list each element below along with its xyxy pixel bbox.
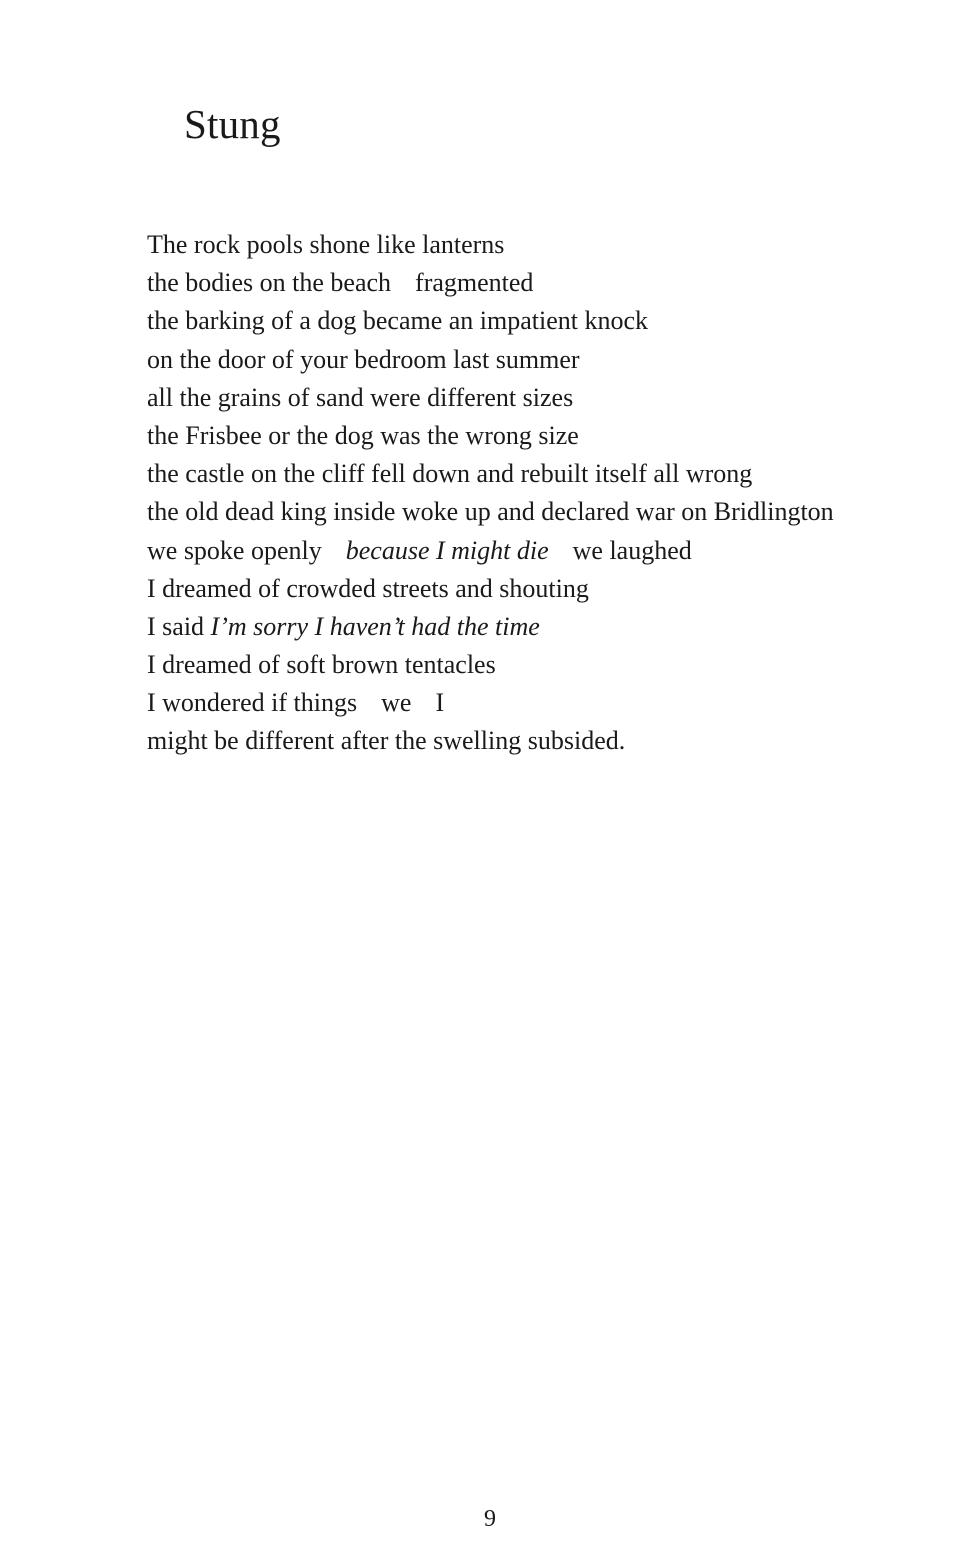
line-text: I said bbox=[147, 611, 205, 641]
line-text: the Frisbee or the dog was the wrong size bbox=[147, 420, 579, 450]
poem-line-6 bbox=[147, 417, 947, 455]
line-text: all the grains of sand were different sizes bbox=[147, 382, 574, 412]
line-text: we laughed bbox=[572, 535, 692, 565]
poem-line-14 bbox=[147, 722, 947, 760]
line-text: we spoke openly bbox=[147, 535, 322, 565]
line-text: I dreamed of soft brown tentacles bbox=[147, 650, 496, 680]
poem-title: Stung bbox=[184, 101, 281, 147]
poem-line-9 bbox=[147, 532, 947, 570]
line-text: on the door of your bedroom last summer bbox=[147, 344, 580, 374]
poem-line-12 bbox=[147, 646, 947, 684]
line-text: we bbox=[381, 688, 412, 718]
line-text: the barking of a dog became an impatient knock bbox=[147, 306, 649, 336]
poem-line-11 bbox=[147, 608, 947, 646]
poem-line-7 bbox=[147, 455, 947, 493]
line-text: The rock pools shone like lanterns bbox=[147, 230, 505, 259]
poem-line-4 bbox=[147, 341, 947, 379]
line-text: I dreamed of crowded streets and shouting bbox=[147, 573, 589, 603]
line-text: the bodies on the beach bbox=[147, 268, 392, 298]
italic-phrase: I’m sorry I haven’t had the time bbox=[210, 611, 540, 641]
line-text: I bbox=[435, 688, 445, 718]
line-text: the old dead king inside woke up and declared war on Bridlington bbox=[147, 497, 834, 527]
poem-line-10 bbox=[147, 570, 947, 608]
poem-line-8 bbox=[147, 493, 947, 531]
poem-line-13 bbox=[147, 684, 947, 722]
line-text: fragmented bbox=[415, 268, 534, 298]
line-text: the castle on the cliff fell down and rebuilt itself all wrong bbox=[147, 459, 753, 489]
poem-line-1 bbox=[147, 226, 947, 264]
line-text: I wondered if things bbox=[147, 688, 358, 718]
poem-line-5 bbox=[147, 379, 947, 417]
poem-line-2 bbox=[147, 264, 947, 302]
page-number: 9 bbox=[484, 1506, 496, 1532]
poem-line-3 bbox=[147, 302, 947, 340]
line-text: might be different after the swelling subsided. bbox=[147, 726, 626, 756]
italic-phrase: because I might die bbox=[345, 535, 549, 565]
poem-body bbox=[147, 226, 947, 761]
